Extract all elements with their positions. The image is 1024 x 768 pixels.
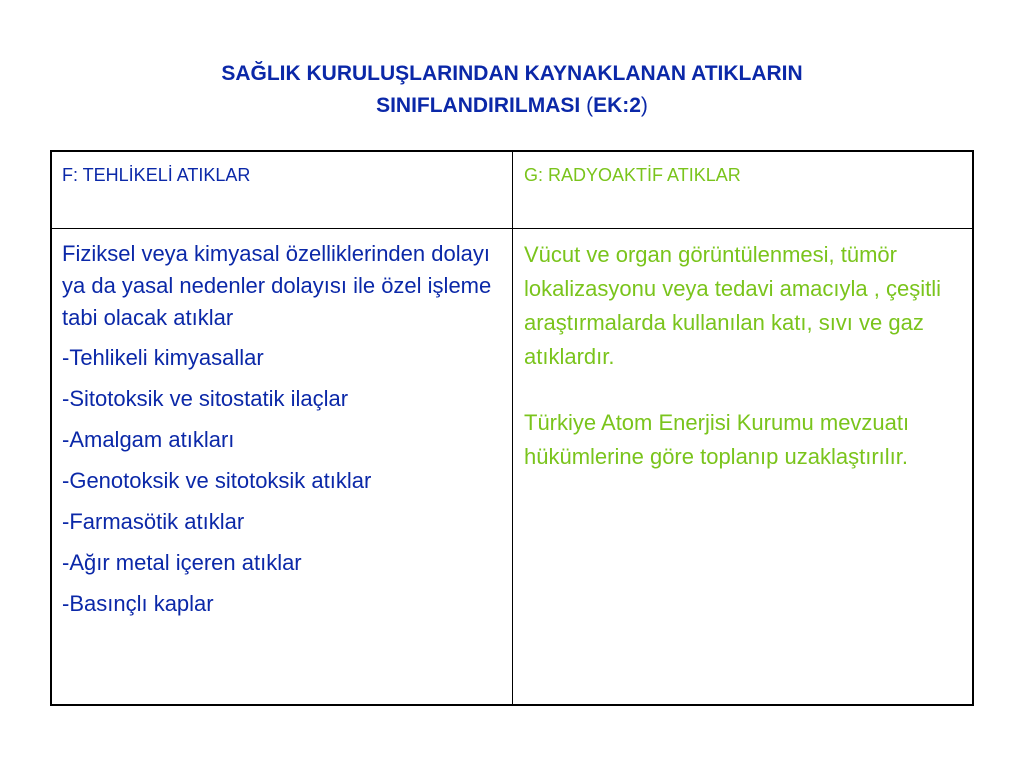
hazardous-waste-item: -Farmasötik atıklar (62, 509, 245, 534)
title-line-2 (0, 90, 1024, 122)
title-paren-open: ( (586, 94, 594, 117)
classification-table (50, 150, 974, 706)
hazardous-waste-header: F: TEHLİKELİ ATIKLAR (62, 165, 251, 185)
hazardous-waste-item: -Sitotoksik ve sitostatik ilaçlar (62, 386, 349, 411)
title-paren-close: ) (640, 94, 648, 117)
hazardous-waste-content (62, 238, 502, 629)
hazardous-waste-item: -Amalgam atıkları (62, 427, 235, 452)
slide-title (0, 58, 1024, 122)
hazardous-waste-item: -Tehlikeli kimyasallar (62, 345, 264, 370)
radioactive-waste-content (524, 238, 964, 506)
radioactive-waste-disposal-note: Türkiye Atom Enerjisi Kurumu mevzuatı hükümlerine göre toplanıp uzaklaştırılır. (524, 410, 910, 469)
radioactive-waste-description: Vücut ve organ görüntülenmesi, tümör lokalizasyonu veya tedavi amacıyla , çeşitli araştırmalarda kullanılan katı, sıvı ve gaz atıklardır. (524, 242, 941, 369)
title-line-1: SAĞLIK KURULUŞLARINDAN KAYNAKLANAN ATIKLARIN (221, 62, 803, 85)
radioactive-waste-header: G: RADYOAKTİF ATIKLAR (524, 165, 741, 185)
hazardous-waste-item: -Ağır metal içeren atıklar (62, 550, 302, 575)
hazardous-waste-item: -Genotoksik ve sitotoksik atıklar (62, 468, 372, 493)
header-divider (52, 228, 972, 229)
title-ek-label: EK:2 (593, 94, 641, 117)
title-line-2-text: SINIFLANDIRILMASI (376, 94, 581, 117)
hazardous-waste-description: Fiziksel veya kimyasal özelliklerinden dolayı ya da yasal nedenler dolayısı ile özel işleme tabi olacak atıklar (62, 241, 492, 330)
column-divider (512, 152, 513, 704)
hazardous-waste-item: -Basınçlı kaplar (62, 591, 214, 616)
